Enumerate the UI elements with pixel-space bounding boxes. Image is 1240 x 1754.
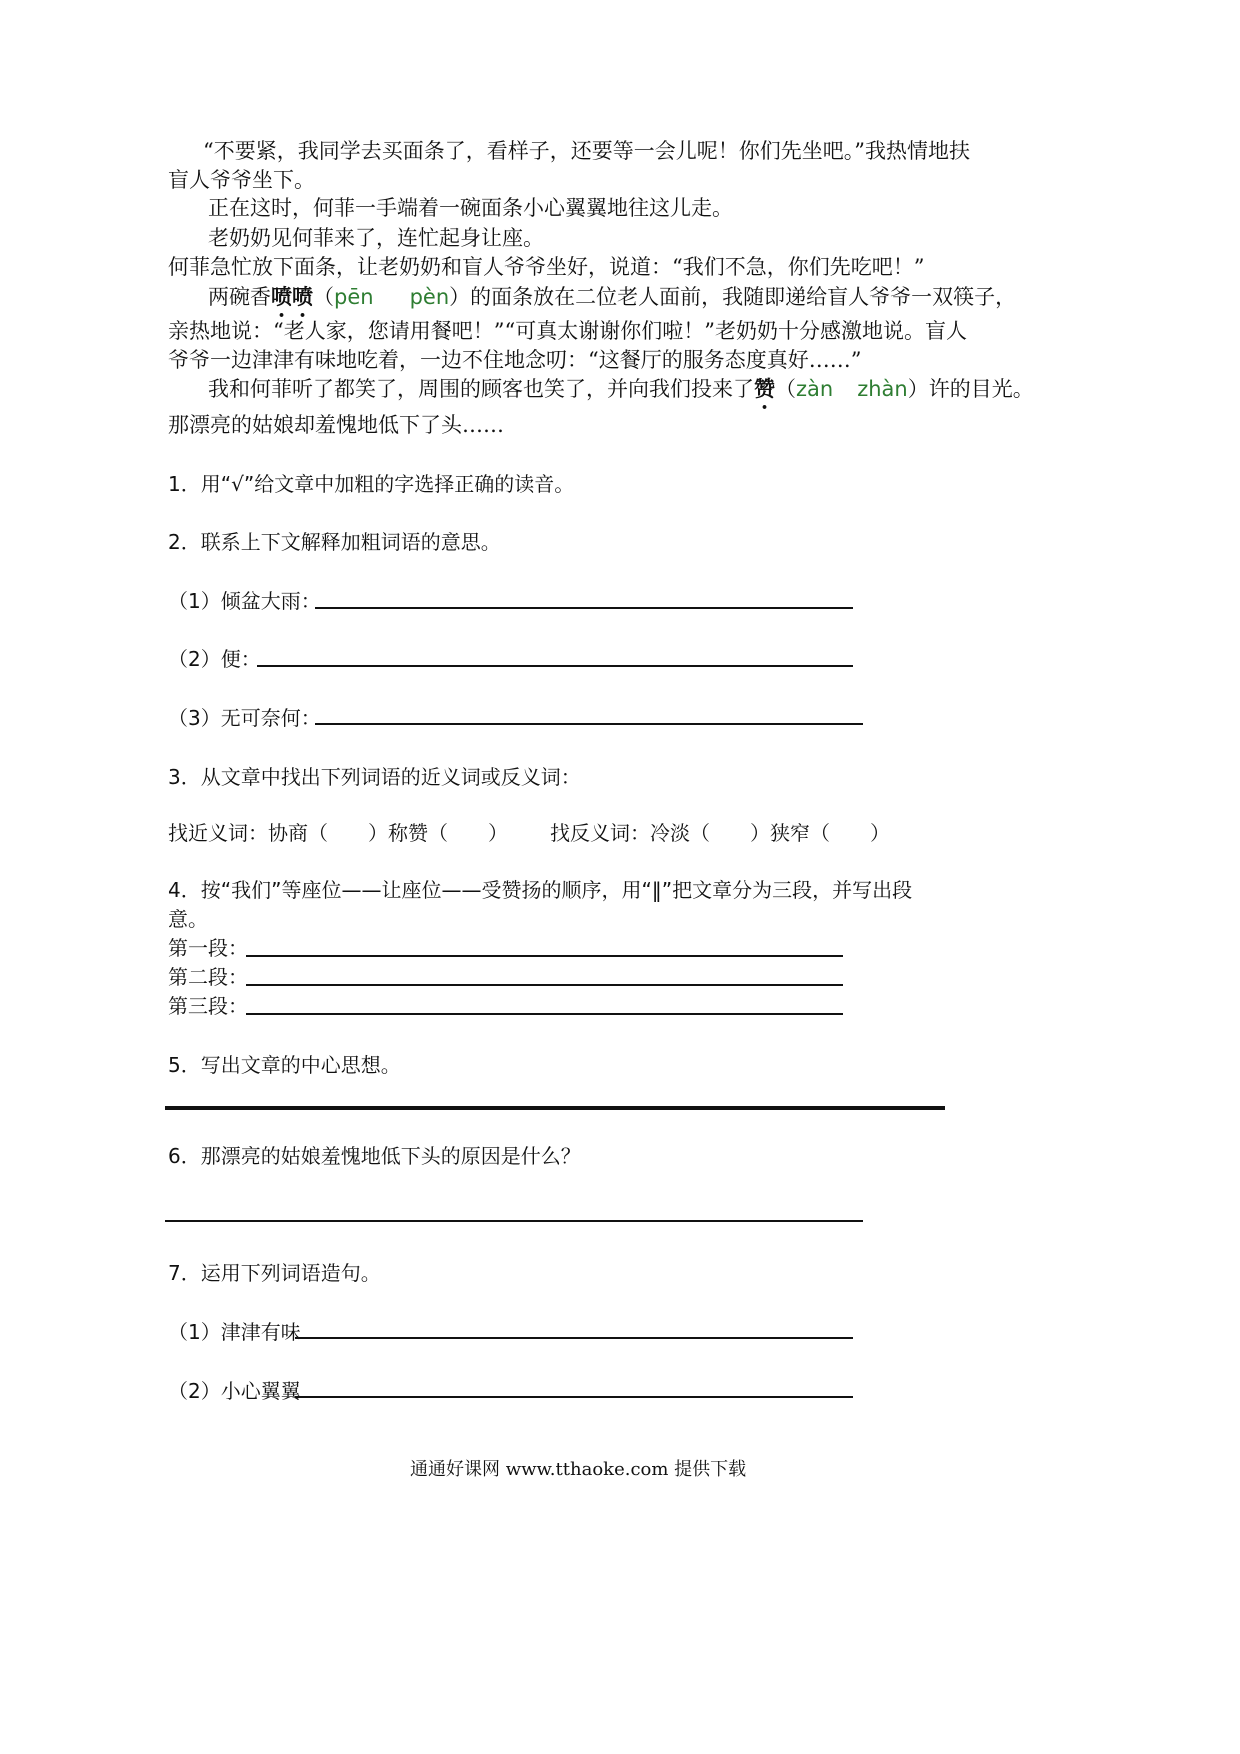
passage-line: 盲人爷爷坐下。	[168, 168, 315, 192]
answer-line[interactable]	[165, 1220, 863, 1222]
question-7-item-2: （2）小心翼翼	[168, 1379, 301, 1403]
page-footer: 通通好课网 www.tthaoke.com 提供下载	[410, 1459, 747, 1480]
text: 两碗香	[208, 285, 271, 309]
answer-line[interactable]	[295, 1337, 853, 1339]
question-7-item-1: （1）津津有味	[168, 1320, 301, 1344]
question-4: 4．按“我们”等座位——让座位——受赞扬的顺序，用“‖”把文章分为三段，并写出段	[168, 878, 913, 902]
question-7: 7．运用下列词语造句。	[168, 1261, 381, 1285]
passage-line: 亲热地说：“老人家，您请用餐吧！”“可真太谢谢你们啦！”老奶奶十分感激地说。盲人	[168, 319, 967, 343]
question-4-section-2: 第二段：	[168, 965, 248, 989]
paren: （	[775, 377, 796, 401]
question-2-item-3: （3）无可奈何：	[168, 706, 321, 730]
question-6: 6．那漂亮的姑娘羞愧地低下头的原因是什么？	[168, 1144, 581, 1168]
pinyin-option: pèn	[409, 285, 450, 309]
question-1: 1．用“√”给文章中加粗的字选择正确的读音。	[168, 472, 575, 496]
passage-line: 何菲急忙放下面条，让老奶奶和盲人爷爷坐好，说道：“我们不急，你们先吃吧！”	[168, 255, 925, 279]
question-2-item-2: （2）便：	[168, 647, 261, 671]
answer-line[interactable]	[165, 1106, 945, 1110]
passage-line: 那漂亮的姑娘却羞愧地低下了头……	[168, 413, 504, 437]
question-4-section-3: 第三段：	[168, 994, 248, 1018]
passage-line: 老奶奶见何菲来了，连忙起身让座。	[208, 226, 544, 250]
paren: （	[313, 285, 334, 309]
passage-line: 爷爷一边津津有味地吃着，一边不住地念叨：“这餐厅的服务态度真好……”	[168, 348, 862, 372]
answer-line[interactable]	[295, 1396, 853, 1398]
question-3-synonyms: 找近义词：协商（ ）称赞（ ）	[168, 821, 508, 845]
pinyin-option: zàn	[796, 377, 834, 401]
bold-word: 喷喷	[271, 284, 313, 309]
passage-line-pinyin	[208, 374, 1034, 414]
answer-line[interactable]	[315, 607, 853, 609]
question-3-antonyms: 找反义词：冷淡（ ）狭窄（ ）	[550, 821, 890, 845]
answer-line[interactable]	[246, 1013, 843, 1015]
question-4-section-1: 第一段：	[168, 936, 248, 960]
question-4-cont: 意。	[168, 907, 208, 931]
passage-line: “不要紧，我同学去买面条了，看样子，还要等一会儿呢！你们先坐吧。”我热情地扶	[203, 139, 970, 163]
bold-word: 赞	[754, 376, 775, 401]
text: ）许的目光。	[907, 377, 1034, 401]
passage-line: 正在这时，何菲一手端着一碗面条小心翼翼地往这儿走。	[208, 196, 733, 220]
text: ）的面条放在二位老人面前，我随即递给盲人爷爷一双筷子，	[449, 285, 1017, 309]
pinyin-option: pēn	[334, 285, 374, 309]
pinyin-option: zhàn	[857, 377, 908, 401]
text: 我和何菲听了都笑了，周围的顾客也笑了，并向我们投来了	[208, 377, 754, 401]
question-5: 5．写出文章的中心思想。	[168, 1053, 401, 1077]
answer-line[interactable]	[246, 955, 843, 957]
answer-line[interactable]	[257, 665, 853, 667]
question-2: 2．联系上下文解释加粗词语的意思。	[168, 530, 501, 554]
question-2-item-1: （1）倾盆大雨：	[168, 589, 321, 613]
answer-line[interactable]	[246, 984, 843, 986]
answer-line[interactable]	[315, 723, 863, 725]
question-3: 3．从文章中找出下列词语的近义词或反义词：	[168, 765, 581, 789]
